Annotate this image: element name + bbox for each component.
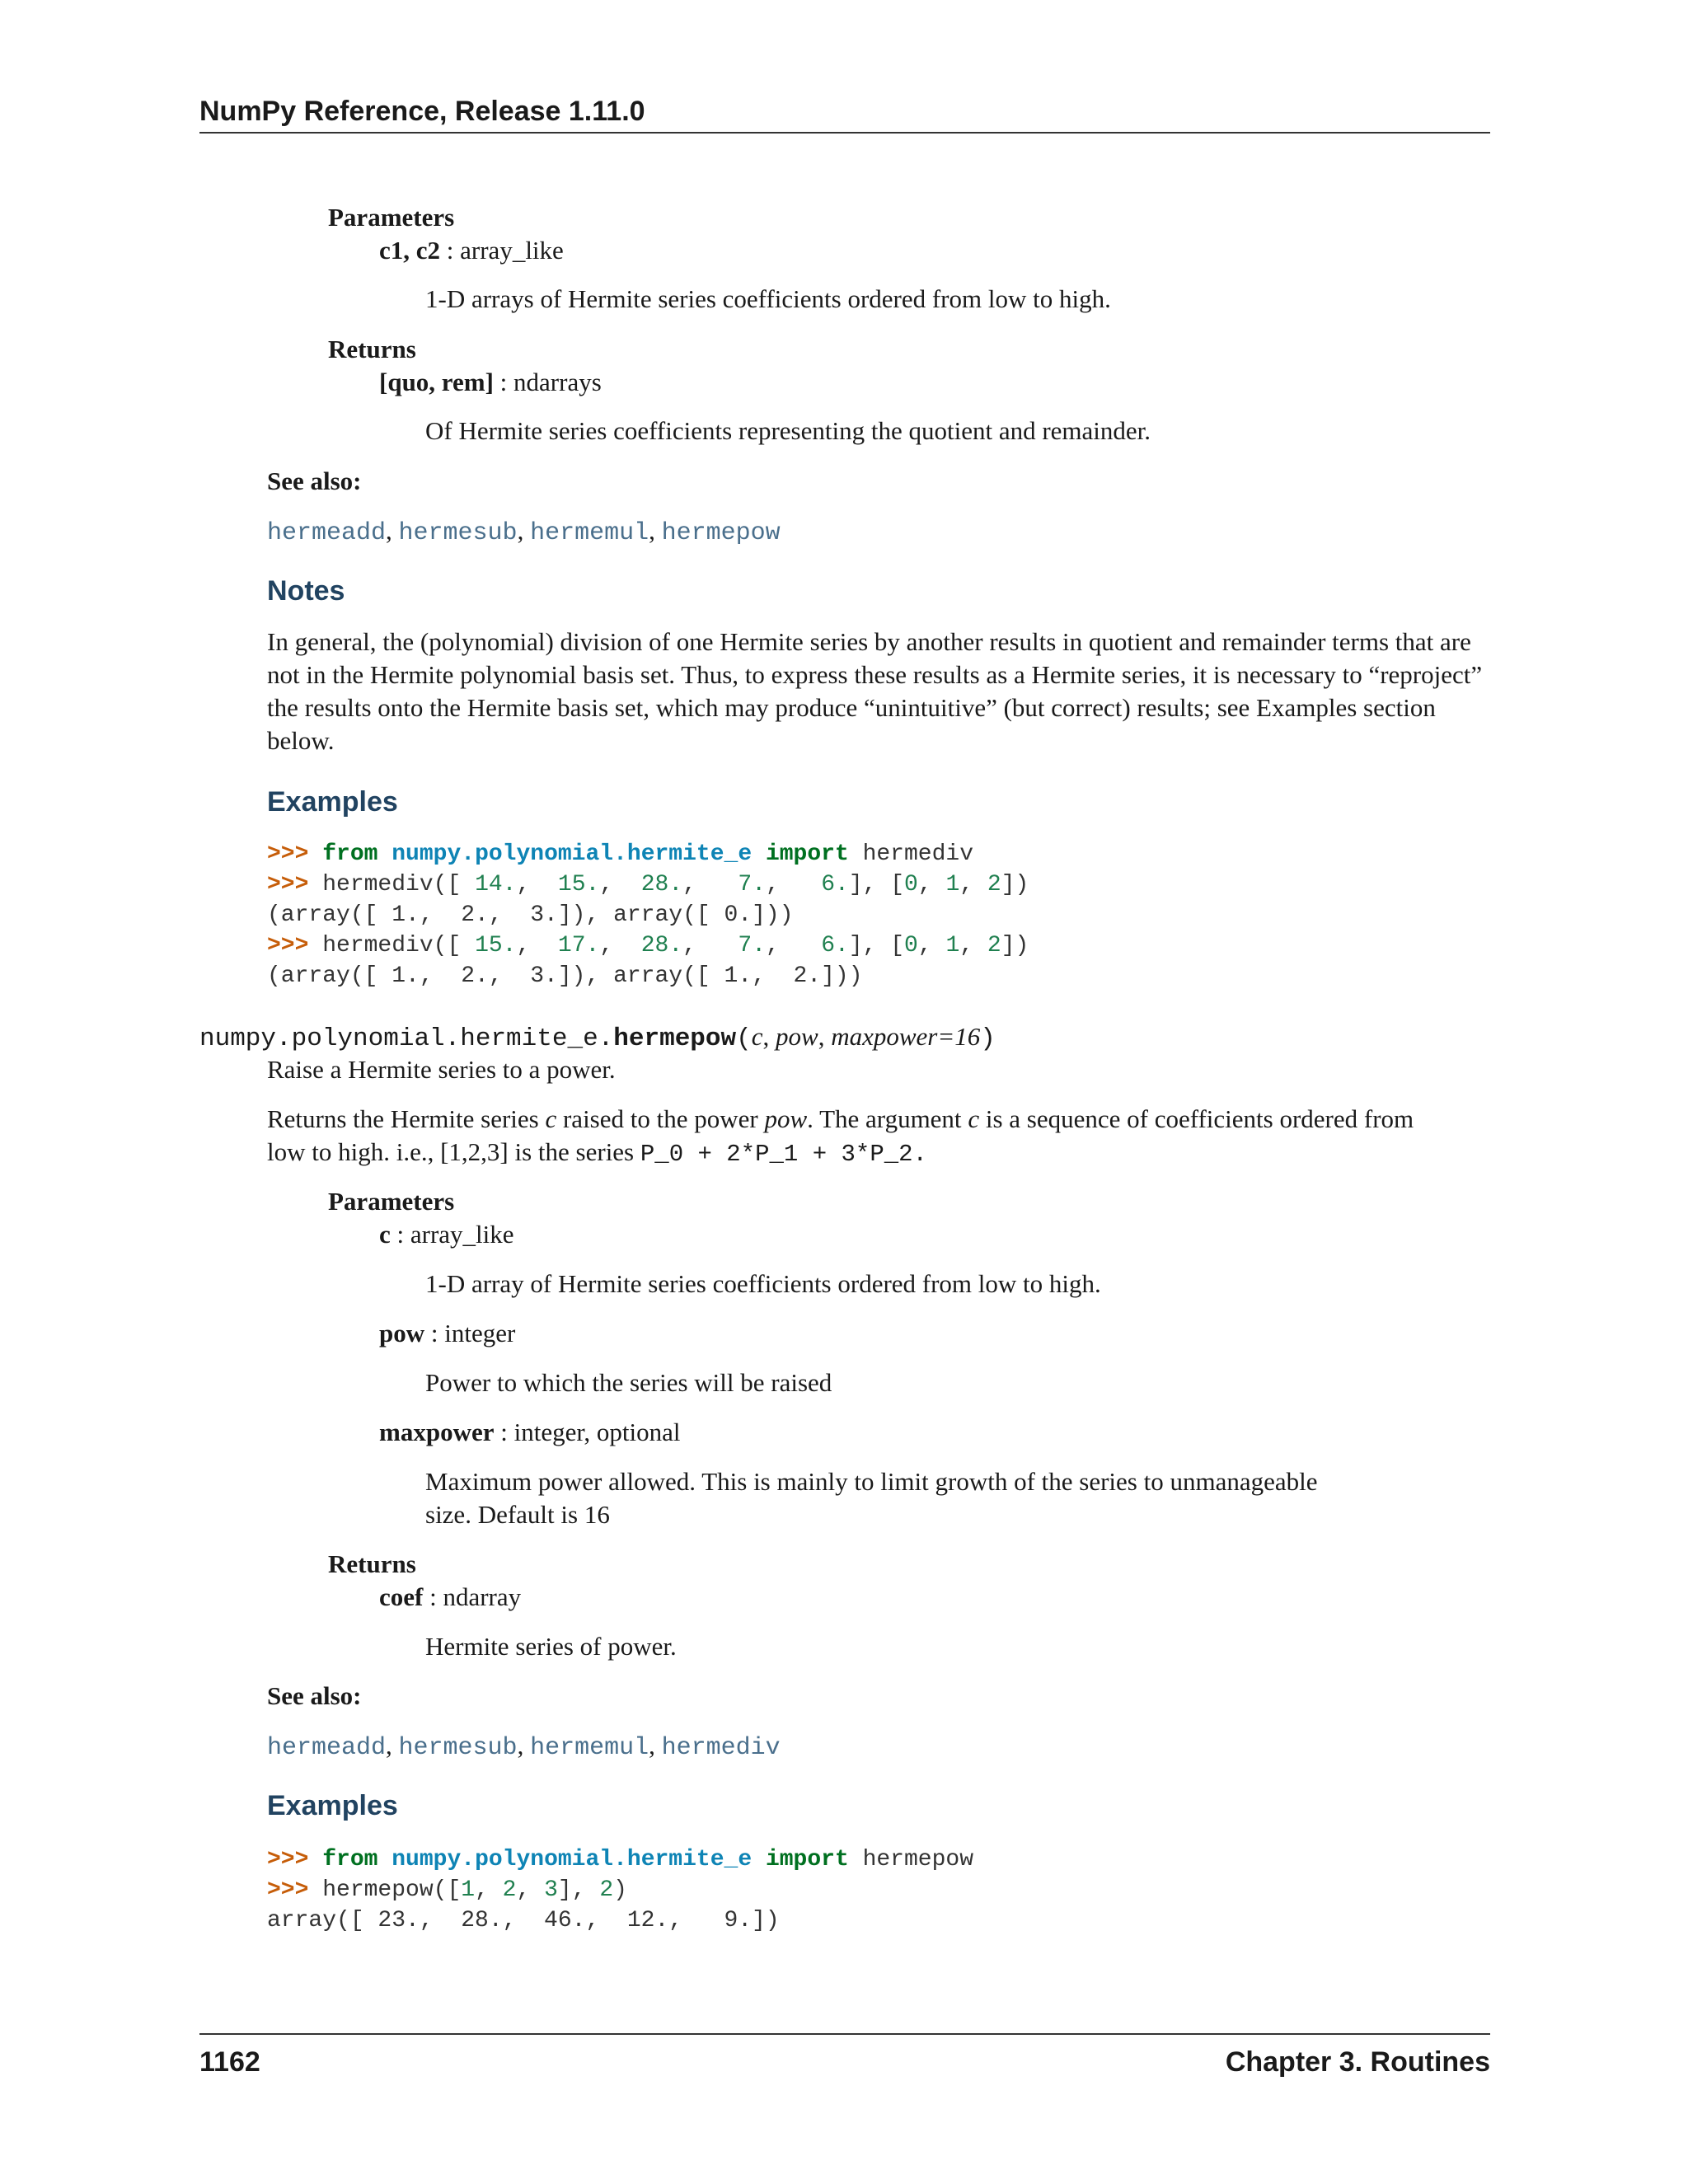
param-description: 1-D arrays of Hermite series coefficients ordered from low to high. bbox=[425, 284, 1111, 313]
param-description: Power to which the series will be raised bbox=[425, 1368, 832, 1397]
code-line: >>> from numpy.polynomial.hermite_e import hermediv bbox=[267, 841, 973, 867]
function-summary: Raise a Hermite series to a power. bbox=[267, 1055, 616, 1084]
signature-name: hermepow bbox=[613, 1024, 737, 1053]
param-description: 1-D array of Hermite series coefficients ordered from low to high. bbox=[425, 1269, 1101, 1298]
returns-label: Returns bbox=[328, 335, 416, 363]
desc-text: is a sequence of coefficients ordered from bbox=[979, 1104, 1414, 1133]
return-type: ndarrays bbox=[513, 368, 602, 396]
return-sep: : bbox=[493, 368, 514, 396]
params-label: Parameters bbox=[328, 203, 455, 232]
param-c bbox=[379, 1218, 514, 1251]
page-number: 1162 bbox=[199, 2046, 260, 2078]
param-type: integer, optional bbox=[513, 1418, 681, 1446]
signature-comma: , bbox=[762, 1022, 776, 1051]
param-sep: : bbox=[440, 236, 461, 265]
desc-text: Returns the Hermite series bbox=[267, 1104, 546, 1133]
param-type: integer bbox=[444, 1319, 516, 1347]
param-type: array_like bbox=[410, 1220, 514, 1249]
return-coef bbox=[379, 1581, 521, 1614]
signature-arg: c bbox=[751, 1022, 763, 1051]
chapter-title: Chapter 3. Routines bbox=[1225, 2046, 1490, 2078]
see-also-label: See also: bbox=[267, 1681, 362, 1710]
signature-arg: pow bbox=[776, 1022, 818, 1051]
notes-heading: Notes bbox=[267, 575, 345, 607]
link-hermemul[interactable]: hermemul bbox=[530, 519, 649, 547]
param-name: pow bbox=[379, 1319, 425, 1347]
see-also-links: hermeadd, hermesub, hermemul, hermediv bbox=[267, 1731, 781, 1762]
param-sep: : bbox=[494, 1418, 514, 1446]
running-header bbox=[199, 92, 1490, 134]
param-name: maxpower bbox=[379, 1418, 495, 1446]
return-quo-rem bbox=[379, 366, 602, 399]
desc-var: c bbox=[545, 1104, 557, 1133]
examples-heading: Examples bbox=[267, 786, 398, 818]
param-pow bbox=[379, 1317, 515, 1350]
desc-var: c bbox=[968, 1104, 980, 1133]
link-hermeadd[interactable]: hermeadd bbox=[267, 1734, 387, 1762]
return-type: ndarray bbox=[443, 1582, 522, 1611]
desc-text: low to high. i.e., [1,2,3] is the series bbox=[267, 1137, 640, 1166]
return-description: Hermite series of power. bbox=[425, 1632, 677, 1661]
running-footer bbox=[199, 2033, 1490, 2084]
desc-code: P_0 + 2*P_1 + 3*P_2. bbox=[640, 1141, 927, 1168]
link-hermeadd[interactable]: hermeadd bbox=[267, 519, 387, 547]
examples-heading: Examples bbox=[267, 1790, 398, 1821]
see-also-label: See also: bbox=[267, 466, 362, 495]
code-line: >>> from numpy.polynomial.hermite_e import hermepow bbox=[267, 1847, 973, 1872]
link-hermepow[interactable]: hermepow bbox=[661, 519, 781, 547]
signature-comma: , bbox=[818, 1022, 832, 1051]
signature-module: numpy.polynomial.hermite_e. bbox=[199, 1024, 614, 1053]
param-name: c1, c2 bbox=[379, 236, 441, 265]
code-line: >>> hermepow([1, 2, 3], 2) bbox=[267, 1877, 627, 1903]
function-signature bbox=[199, 1020, 996, 1056]
param-description: size. Default is 16 bbox=[425, 1500, 610, 1529]
param-maxpower bbox=[379, 1416, 681, 1449]
param-sep: : bbox=[424, 1319, 445, 1347]
code-line: (array([ 1., 2., 3.]), array([ 0.])) bbox=[267, 902, 794, 928]
signature-paren: ( bbox=[736, 1024, 752, 1053]
param-name: c bbox=[379, 1220, 391, 1249]
header-title: NumPy Reference, Release 1.11.0 bbox=[199, 96, 645, 127]
desc-text: raised to the power bbox=[556, 1104, 765, 1133]
signature-paren: ) bbox=[980, 1024, 996, 1053]
param-sep: : bbox=[390, 1220, 410, 1249]
param-description: Maximum power allowed. This is mainly to limit growth of the series to unmanageable bbox=[425, 1467, 1318, 1496]
return-sep: : bbox=[423, 1582, 443, 1611]
desc-text: . The argument bbox=[807, 1104, 968, 1133]
function-description-line2 bbox=[267, 1136, 927, 1171]
signature-arg: maxpower=16 bbox=[831, 1022, 981, 1051]
function-description-line1 bbox=[267, 1103, 1414, 1136]
link-hermesub[interactable]: hermesub bbox=[398, 1734, 518, 1762]
code-line: (array([ 1., 2., 3.]), array([ 1., 2.])) bbox=[267, 963, 863, 989]
param-type: array_like bbox=[460, 236, 564, 265]
link-hermesub[interactable]: hermesub bbox=[398, 519, 518, 547]
link-hermediv[interactable]: hermediv bbox=[661, 1734, 781, 1762]
code-line: >>> hermediv([ 14., 15., 28., 7., 6.], [0, 1, 2]) bbox=[267, 872, 1029, 898]
param-c1-c2 bbox=[379, 234, 564, 267]
see-also-links: hermeadd, hermesub, hermemul, hermepow bbox=[267, 516, 781, 547]
returns-label: Returns bbox=[328, 1549, 416, 1578]
params-label: Parameters bbox=[328, 1187, 455, 1216]
desc-var: pow bbox=[764, 1104, 808, 1133]
return-description: Of Hermite series coefficients representing the quotient and remainder. bbox=[425, 416, 1151, 445]
code-line: array([ 23., 28., 46., 12., 9.]) bbox=[267, 1908, 780, 1933]
return-name: [quo, rem] bbox=[379, 368, 494, 396]
code-line: >>> hermediv([ 15., 17., 28., 7., 6.], [0, 1, 2]) bbox=[267, 933, 1029, 958]
link-hermemul[interactable]: hermemul bbox=[530, 1734, 649, 1762]
code-block-hermepow bbox=[267, 1844, 973, 1936]
notes-text: In general, the (polynomial) division of one Hermite series by another results in quotient and remainder terms that are not in the Hermite polynomial basis set. Thus, to express these results as a Hermite series, it is necessary to “reproject” the results onto the Hermite basis set, which may produce “unintuitive” (but correct) results; see Examples section below. bbox=[267, 627, 1483, 755]
return-name: coef bbox=[379, 1582, 424, 1611]
code-block-hermediv bbox=[267, 839, 1029, 991]
